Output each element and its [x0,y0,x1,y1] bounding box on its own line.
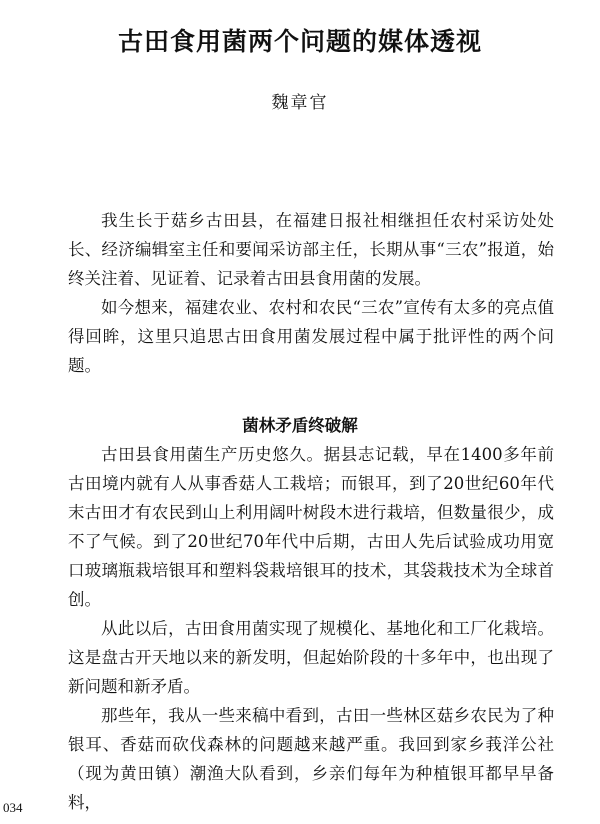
paragraph: 古田县食用菌生产历史悠久。据县志记载，早在1400多年前古田境内就有人从事香菇人工栽培；而银耳，到了20世纪60年代末古田才有农民到山上利用阔叶树段木进行栽培，但数量很少，成不了气候。到了20世纪70年代中后期，古田人先后试验成功用宽口玻璃瓶栽培银耳和塑料袋栽培银耳的技术，其袋栽技术为全球首创。 [68,445,554,609]
paragraph: 如今想来，福建农业、农村和农民“三农”宣传有太多的亮点值得回眸，这里只追思古田食用菌发展过程中属于批评性的两个问题。 [68,298,554,375]
section-heading: 菌林矛盾终破解 [242,416,358,435]
article-author: 魏章官 [271,93,329,113]
paragraph: 那些年，我从一些来稿中看到，古田一些林区菇乡农民为了种银耳、香菇而砍伐森林的问题越来越严重。我回到家乡莪洋公社（现为黄田镇）潮渔大队看到，乡亲们每年为种植银耳都早早备料， [68,706,554,812]
intro-section [68,206,554,380]
article-title: 古田食用菌两个问题的媒体透视 [117,27,482,56]
paragraph: 我生长于菇乡古田县，在福建日报社相继担任农村采访处处长、经济编辑室主任和要闻采访部主任，长期从事“三农”报道，始终关注着、见证着、记录着古田县食用菌的发展。 [68,211,554,288]
paragraph: 从此以后，古田食用菌实现了规模化、基地化和工厂化栽培。这是盘古开天地以来的新发明，但起始阶段的十多年中，也出现了新问题和新矛盾。 [68,619,554,696]
section-body [68,440,554,817]
page-number: 034 [3,800,23,815]
